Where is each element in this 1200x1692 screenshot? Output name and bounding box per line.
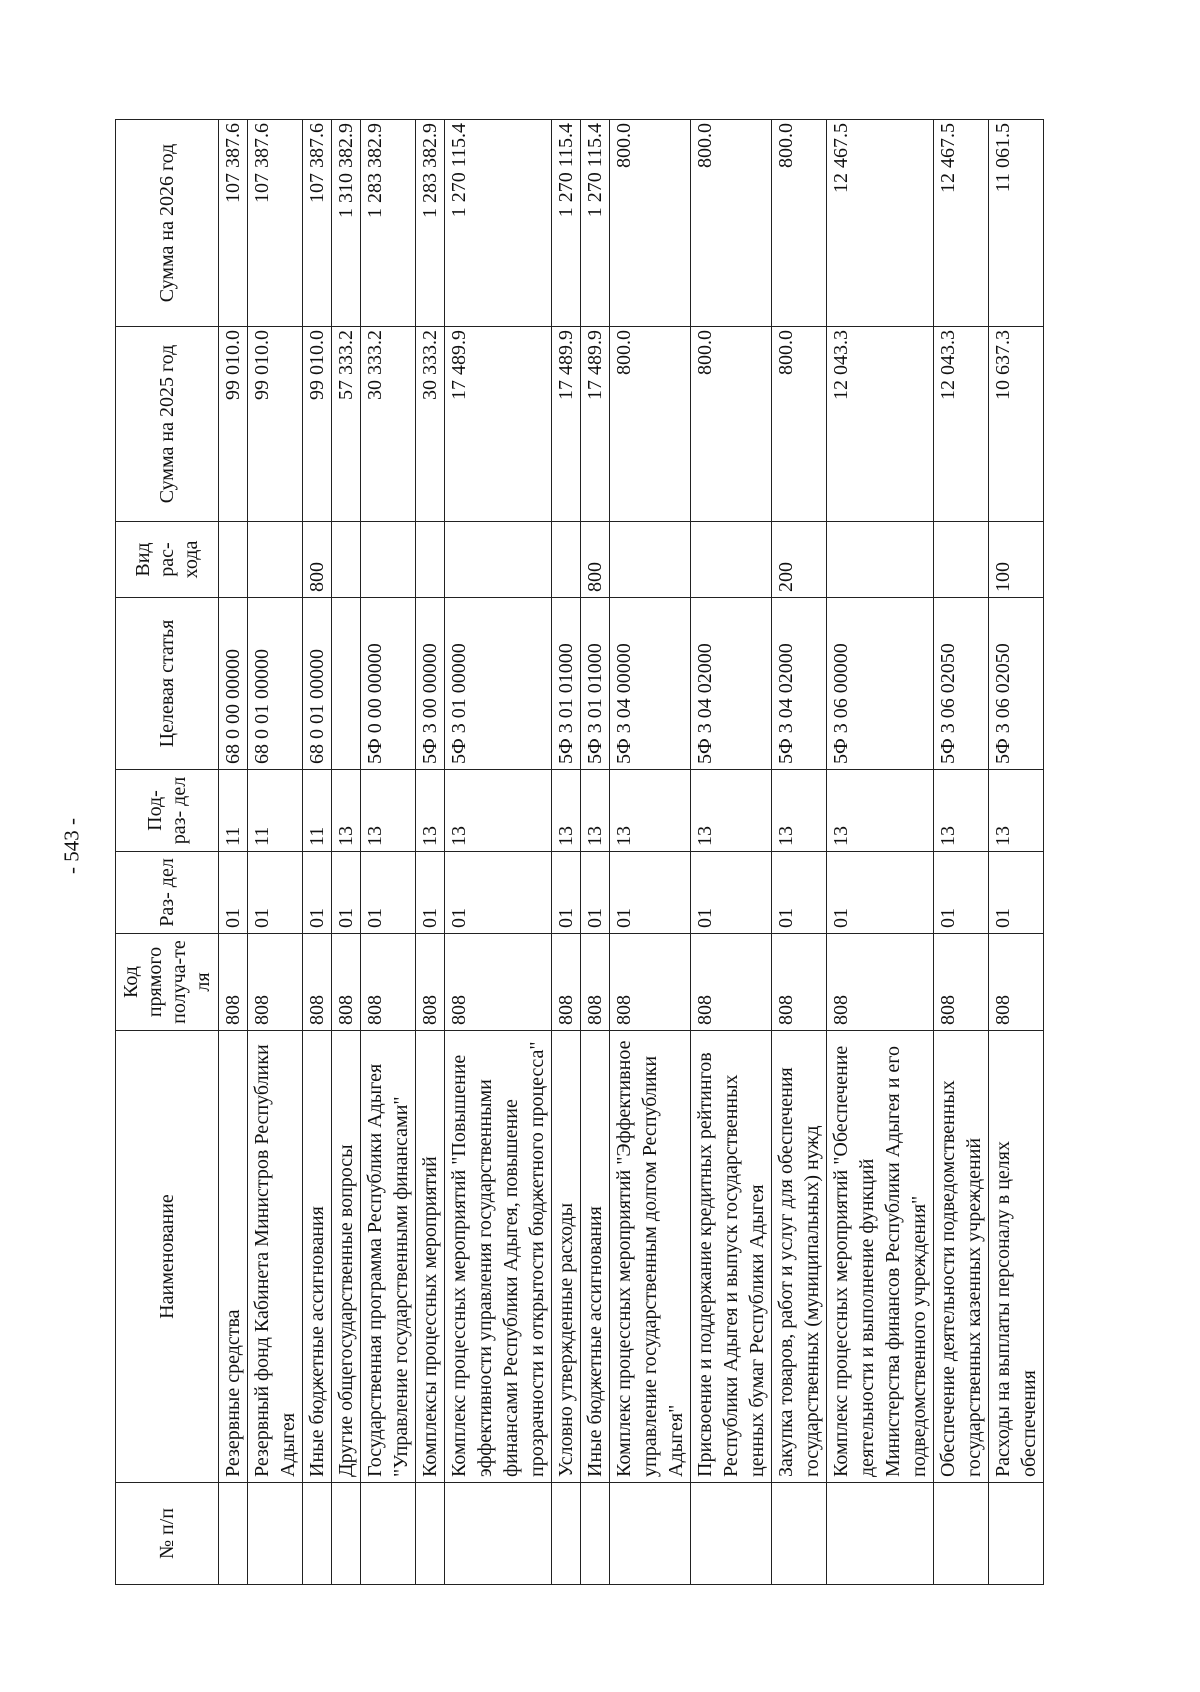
cell-section: 01 xyxy=(303,852,332,934)
cell-target: 5Ф 3 06 00000 xyxy=(827,598,934,770)
cell-name: Комплексы процессных мероприятий xyxy=(416,1031,445,1483)
cell-target: 5Ф 3 00 00000 xyxy=(416,598,445,770)
cell-name: Государственная программа Республики Адыгея "Управление государственными финансами" xyxy=(361,1031,416,1483)
cell-section: 01 xyxy=(827,852,934,934)
header-section: Раз- дел xyxy=(116,852,219,934)
cell-section: 01 xyxy=(248,852,303,934)
cell-sum-2026: 1 283 382.9 xyxy=(361,120,416,327)
cell-sum-2026: 107 387.6 xyxy=(303,120,332,327)
cell-expense-type xyxy=(827,522,934,598)
cell-sum-2025: 800.0 xyxy=(691,327,772,522)
cell-code: 808 xyxy=(332,934,361,1031)
cell-section: 01 xyxy=(610,852,691,934)
table-row xyxy=(934,120,989,1585)
cell-expense-type xyxy=(248,522,303,598)
header-subsection: Под- раз- дел xyxy=(116,770,219,852)
cell-sum-2026: 800.0 xyxy=(610,120,691,327)
cell-sum-2025: 99 010.0 xyxy=(303,327,332,522)
cell-expense-type: 200 xyxy=(772,522,827,598)
cell-section: 01 xyxy=(581,852,610,934)
cell-section: 01 xyxy=(416,852,445,934)
cell-no xyxy=(445,1483,552,1585)
cell-name: Комплекс процессных мероприятий "Обеспечение деятельности и выполнение функций Министерства финансов Республики Адыгея и его подведомственного учреждения" xyxy=(827,1031,934,1483)
cell-sum-2025: 57 333.2 xyxy=(332,327,361,522)
table-row xyxy=(581,120,610,1585)
cell-code: 808 xyxy=(303,934,332,1031)
cell-expense-type xyxy=(552,522,581,598)
cell-no xyxy=(827,1483,934,1585)
cell-target xyxy=(332,598,361,770)
cell-target: 5Ф 3 04 02000 xyxy=(691,598,772,770)
cell-expense-type xyxy=(361,522,416,598)
cell-target: 5Ф 0 00 00000 xyxy=(361,598,416,770)
cell-sum-2025: 30 333.2 xyxy=(361,327,416,522)
cell-sum-2025: 99 010.0 xyxy=(248,327,303,522)
cell-sum-2025: 10 637.3 xyxy=(989,327,1044,522)
cell-subsection: 13 xyxy=(552,770,581,852)
cell-sum-2026: 1 310 382.9 xyxy=(332,120,361,327)
cell-code: 808 xyxy=(691,934,772,1031)
cell-subsection: 13 xyxy=(445,770,552,852)
cell-code: 808 xyxy=(581,934,610,1031)
cell-name: Закупка товаров, работ и услуг для обеспечения государственных (муниципальных) нужд xyxy=(772,1031,827,1483)
cell-no xyxy=(934,1483,989,1585)
table-row xyxy=(989,120,1044,1585)
table-header-row xyxy=(116,120,219,1585)
cell-no xyxy=(552,1483,581,1585)
cell-no xyxy=(248,1483,303,1585)
cell-target: 5Ф 3 01 00000 xyxy=(445,598,552,770)
cell-section: 01 xyxy=(361,852,416,934)
cell-name: Обеспечение деятельности подведомственных государственных казенных учреждений xyxy=(934,1031,989,1483)
cell-name: Комплекс процессных мероприятий "Повышение эффективности управления государственными финансами Республики Адыгея, повышение прозрачности и открытости бюджетного процесса" xyxy=(445,1031,552,1483)
header-no: № п/п xyxy=(116,1483,219,1585)
cell-expense-type xyxy=(332,522,361,598)
table-row xyxy=(552,120,581,1585)
cell-name: Иные бюджетные ассигнования xyxy=(303,1031,332,1483)
cell-subsection: 13 xyxy=(772,770,827,852)
cell-name: Присвоение и поддержание кредитных рейтингов Республики Адыгея и выпуск государственных ценных бумаг Республики Адыгея xyxy=(691,1031,772,1483)
cell-section: 01 xyxy=(772,852,827,934)
cell-sum-2025: 17 489.9 xyxy=(581,327,610,522)
cell-no xyxy=(303,1483,332,1585)
cell-target: 5Ф 3 04 02000 xyxy=(772,598,827,770)
cell-no xyxy=(989,1483,1044,1585)
cell-sum-2026: 1 270 115.4 xyxy=(552,120,581,327)
page-number: - 543 - xyxy=(59,818,84,874)
cell-no xyxy=(691,1483,772,1585)
cell-section: 01 xyxy=(445,852,552,934)
cell-target: 5Ф 3 04 00000 xyxy=(610,598,691,770)
cell-expense-type xyxy=(416,522,445,598)
cell-sum-2026: 107 387.6 xyxy=(248,120,303,327)
cell-code: 808 xyxy=(827,934,934,1031)
cell-sum-2026: 1 270 115.4 xyxy=(581,120,610,327)
cell-subsection: 13 xyxy=(989,770,1044,852)
cell-name: Иные бюджетные ассигнования xyxy=(581,1031,610,1483)
cell-name: Резервный фонд Кабинета Министров Республики Адыгея xyxy=(248,1031,303,1483)
cell-target: 5Ф 3 01 01000 xyxy=(581,598,610,770)
cell-sum-2025: 12 043.3 xyxy=(827,327,934,522)
budget-table xyxy=(115,119,1044,1585)
table-row xyxy=(248,120,303,1585)
cell-sum-2025: 99 010.0 xyxy=(219,327,248,522)
cell-sum-2025: 12 043.3 xyxy=(934,327,989,522)
cell-section: 01 xyxy=(219,852,248,934)
cell-sum-2026: 11 061.5 xyxy=(989,120,1044,327)
cell-subsection: 11 xyxy=(219,770,248,852)
cell-subsection: 13 xyxy=(361,770,416,852)
cell-expense-type xyxy=(691,522,772,598)
cell-name: Расходы на выплаты персоналу в целях обеспечения xyxy=(989,1031,1044,1483)
cell-expense-type: 800 xyxy=(581,522,610,598)
cell-target: 5Ф 3 06 02050 xyxy=(989,598,1044,770)
cell-no xyxy=(581,1483,610,1585)
table-row xyxy=(332,120,361,1585)
cell-sum-2026: 800.0 xyxy=(772,120,827,327)
cell-subsection: 13 xyxy=(691,770,772,852)
cell-no xyxy=(219,1483,248,1585)
cell-name: Резервные средства xyxy=(219,1031,248,1483)
cell-sum-2026: 12 467.5 xyxy=(827,120,934,327)
cell-section: 01 xyxy=(691,852,772,934)
cell-sum-2025: 17 489.9 xyxy=(552,327,581,522)
header-sum-2026: Сумма на 2026 год xyxy=(116,120,219,327)
cell-subsection: 11 xyxy=(248,770,303,852)
cell-code: 808 xyxy=(361,934,416,1031)
cell-subsection: 13 xyxy=(581,770,610,852)
table-row xyxy=(361,120,416,1585)
table-row xyxy=(303,120,332,1585)
table-row xyxy=(610,120,691,1585)
cell-expense-type xyxy=(219,522,248,598)
cell-target: 68 0 01 00000 xyxy=(303,598,332,770)
header-target: Целевая статья xyxy=(116,598,219,770)
table-row xyxy=(827,120,934,1585)
cell-sum-2026: 1 270 115.4 xyxy=(445,120,552,327)
cell-subsection: 13 xyxy=(416,770,445,852)
header-expense-type: Вид рас- хода xyxy=(116,522,219,598)
cell-expense-type xyxy=(610,522,691,598)
cell-name: Другие общегосударственные вопросы xyxy=(332,1031,361,1483)
cell-name: Комплекс процессных мероприятий "Эффективное управление государственным долгом Республики Адыгея" xyxy=(610,1031,691,1483)
cell-sum-2026: 1 283 382.9 xyxy=(416,120,445,327)
cell-code: 808 xyxy=(248,934,303,1031)
cell-section: 01 xyxy=(934,852,989,934)
header-code: Код прямого получа-те ля xyxy=(116,934,219,1031)
cell-subsection: 11 xyxy=(303,770,332,852)
cell-section: 01 xyxy=(332,852,361,934)
cell-subsection: 13 xyxy=(827,770,934,852)
cell-sum-2025: 30 333.2 xyxy=(416,327,445,522)
cell-subsection: 13 xyxy=(332,770,361,852)
cell-code: 808 xyxy=(610,934,691,1031)
header-name: Наименование xyxy=(116,1031,219,1483)
table-row xyxy=(445,120,552,1585)
cell-expense-type xyxy=(934,522,989,598)
cell-subsection: 13 xyxy=(610,770,691,852)
header-sum-2025: Сумма на 2025 год xyxy=(116,327,219,522)
cell-no xyxy=(361,1483,416,1585)
cell-target: 68 0 00 00000 xyxy=(219,598,248,770)
cell-code: 808 xyxy=(552,934,581,1031)
cell-section: 01 xyxy=(552,852,581,934)
budget-table-container xyxy=(115,120,1090,1585)
cell-sum-2025: 17 489.9 xyxy=(445,327,552,522)
table-row xyxy=(772,120,827,1585)
cell-subsection: 13 xyxy=(934,770,989,852)
cell-sum-2026: 12 467.5 xyxy=(934,120,989,327)
cell-target: 5Ф 3 06 02050 xyxy=(934,598,989,770)
cell-code: 808 xyxy=(772,934,827,1031)
cell-no xyxy=(772,1483,827,1585)
cell-code: 808 xyxy=(989,934,1044,1031)
cell-expense-type: 800 xyxy=(303,522,332,598)
cell-sum-2025: 800.0 xyxy=(772,327,827,522)
cell-sum-2026: 107 387.6 xyxy=(219,120,248,327)
cell-code: 808 xyxy=(934,934,989,1031)
table-row xyxy=(219,120,248,1585)
cell-name: Условно утвержденные расходы xyxy=(552,1031,581,1483)
cell-sum-2025: 800.0 xyxy=(610,327,691,522)
cell-code: 808 xyxy=(219,934,248,1031)
cell-sum-2026: 800.0 xyxy=(691,120,772,327)
cell-expense-type: 100 xyxy=(989,522,1044,598)
cell-code: 808 xyxy=(445,934,552,1031)
cell-no xyxy=(610,1483,691,1585)
table-row xyxy=(416,120,445,1585)
cell-target: 68 0 01 00000 xyxy=(248,598,303,770)
cell-target: 5Ф 3 01 01000 xyxy=(552,598,581,770)
table-row xyxy=(691,120,772,1585)
cell-code: 808 xyxy=(416,934,445,1031)
cell-section: 01 xyxy=(989,852,1044,934)
cell-no xyxy=(332,1483,361,1585)
cell-no xyxy=(416,1483,445,1585)
cell-expense-type xyxy=(445,522,552,598)
